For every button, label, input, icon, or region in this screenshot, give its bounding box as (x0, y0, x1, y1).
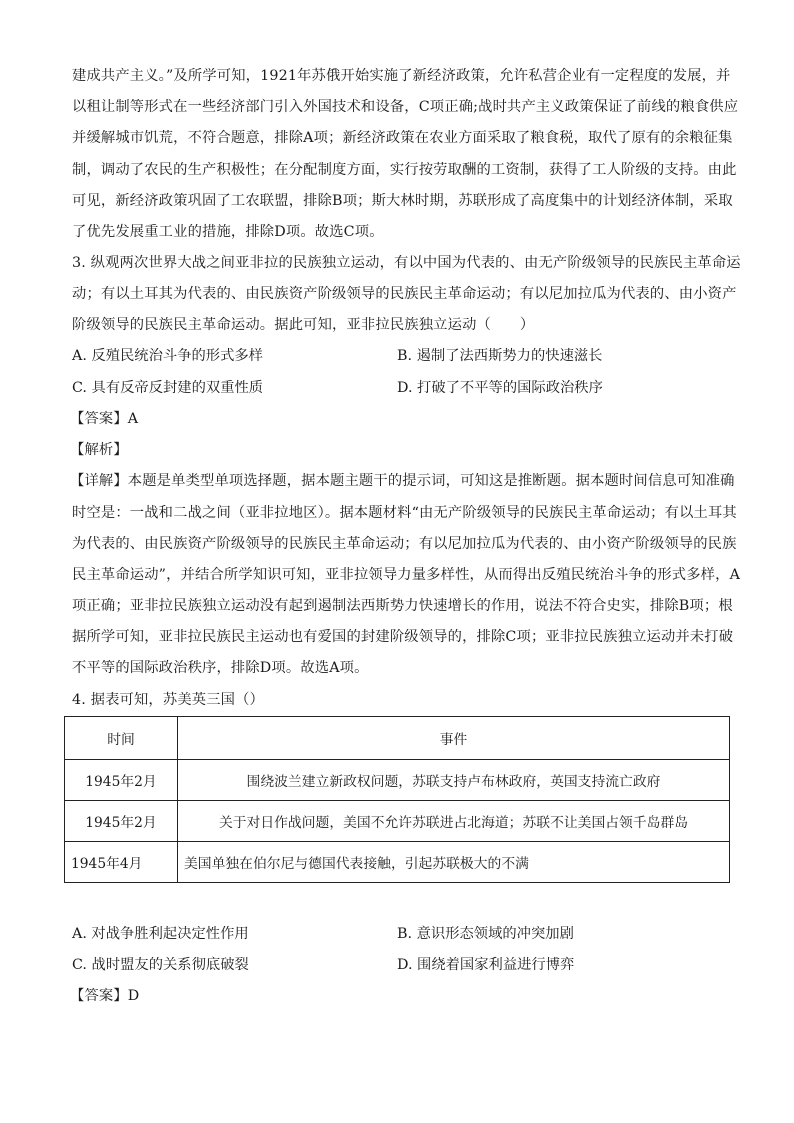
events-table (64, 716, 730, 883)
cell-event: 关于对日作战问题，美国不允许苏联进占北海道；苏联不让美国占领千岛群岛 (178, 801, 730, 842)
table-row (65, 760, 730, 801)
answer-value: A (127, 411, 139, 427)
option-b: B. 意识形态领域的冲突加剧 (397, 926, 574, 942)
text-line: 制，调动了农民的生产积极性；在分配制度方面，实行按劳取酬的工资制，获得了工人阶级的支持。由此 (72, 162, 737, 178)
table-row (65, 801, 730, 842)
question-stem: 阶级领导的民族民主革命运动。据此可知，亚非拉民族独立运动（ ） (72, 317, 535, 333)
detail-line: 为代表的、由民族资产阶级领导的民族民主革命运动；有以尼加拉瓜为代表的、由小资产阶级领导的民族 (72, 536, 737, 552)
option-c: C. 具有反帝反封建的双重性质 (72, 380, 264, 396)
answer-tag: 【答案】 (70, 411, 128, 427)
cell-time: 1945年2月 (65, 760, 178, 801)
option-b: B. 遏制了法西斯势力的快速滋长 (397, 348, 603, 364)
text-line: 可见，新经济政策巩固了工农联盟，排除B项；斯大林时期，苏联形成了高度集中的计划经济体制，采取 (72, 193, 733, 209)
text-line: 建成共产主义。”及所学可知，1921年苏俄开始实施了新经济政策，允许私营企业有一定程度的发展，并 (72, 68, 731, 84)
detail-line: 据所学可知，亚非拉民族民主运动也有爱国的封建阶级领导的，排除C项；亚非拉民族独立运动并未打破 (72, 629, 734, 645)
option-a: A. 对战争胜利起决定性作用 (72, 926, 249, 942)
table-header-row (65, 717, 730, 760)
answer-tag: 【答案】 (70, 988, 128, 1004)
text-line: 以租让制等形式在一些经济部门引入外国技术和设备，C项正确;战时共产主义政策保证了前线的粮食供应 (72, 99, 739, 115)
question-stem: 4. 据表可知，苏美英三国（） (72, 692, 264, 708)
table-row (65, 842, 730, 883)
cell-time: 1945年4月 (65, 842, 178, 883)
cell-time: 1945年2月 (65, 801, 178, 842)
option-d: D. 打破了不平等的国际政治秩序 (397, 380, 603, 396)
question-stem: 动；有以土耳其为代表的、由民族资产阶级领导的民族民主革命运动；有以尼加拉瓜为代表的、由小资产 (72, 286, 737, 302)
question-stem: 3. 纵观两次世界大战之间亚非拉的民族独立运动，有以中国为代表的、由无产阶级领导的民族民主革命运 (72, 255, 741, 271)
answer-line (70, 409, 138, 429)
detail-line: 项正确；亚非拉民族独立运动没有起到遏制法西斯势力快速增长的作用，说法不符合史实，排除B项；根 (72, 598, 733, 614)
header-time: 时间 (65, 717, 178, 760)
header-event: 事件 (178, 717, 730, 760)
detail-line: 【详解】本题是单类型单项选择题，据本题主题干的提示词，可知这是推断题。据本题时间信息可知准确 (70, 473, 735, 489)
answer-value: D (127, 988, 140, 1004)
option-c: C. 战时盟友的关系彻底破裂 (72, 957, 249, 973)
option-d: D. 围绕着国家利益进行博弈 (397, 957, 575, 973)
analysis-tag: 【解析】 (70, 442, 128, 458)
answer-line (70, 986, 139, 1006)
option-a: A. 反殖民统治斗争的形式多样 (72, 348, 263, 364)
text-line: 了优先发展重工业的措施，排除D项。故选C项。 (72, 224, 384, 240)
text-line: 并缓解城市饥荒，不符合题意，排除A项；新经济政策在农业方面采取了粮食税，取代了原有的余粮征集 (72, 130, 733, 146)
detail-line: 时空是：一战和二战之间（亚非拉地区）。据本题材料“由无产阶级领导的民族民主革命运动；有以土耳其 (72, 505, 737, 521)
detail-line: 民主革命运动”，并结合所学知识可知，亚非拉领导力量多样性，从而得出反殖民统治斗争的形式多样，A (72, 567, 741, 583)
cell-event: 围绕波兰建立新政权问题，苏联支持卢布林政府，英国支持流亡政府 (178, 760, 730, 801)
cell-event: 美国单独在伯尔尼与德国代表接触，引起苏联极大的不满 (178, 842, 730, 883)
detail-line: 不平等的国际政治秩序，排除D项。故选A项。 (72, 660, 369, 676)
